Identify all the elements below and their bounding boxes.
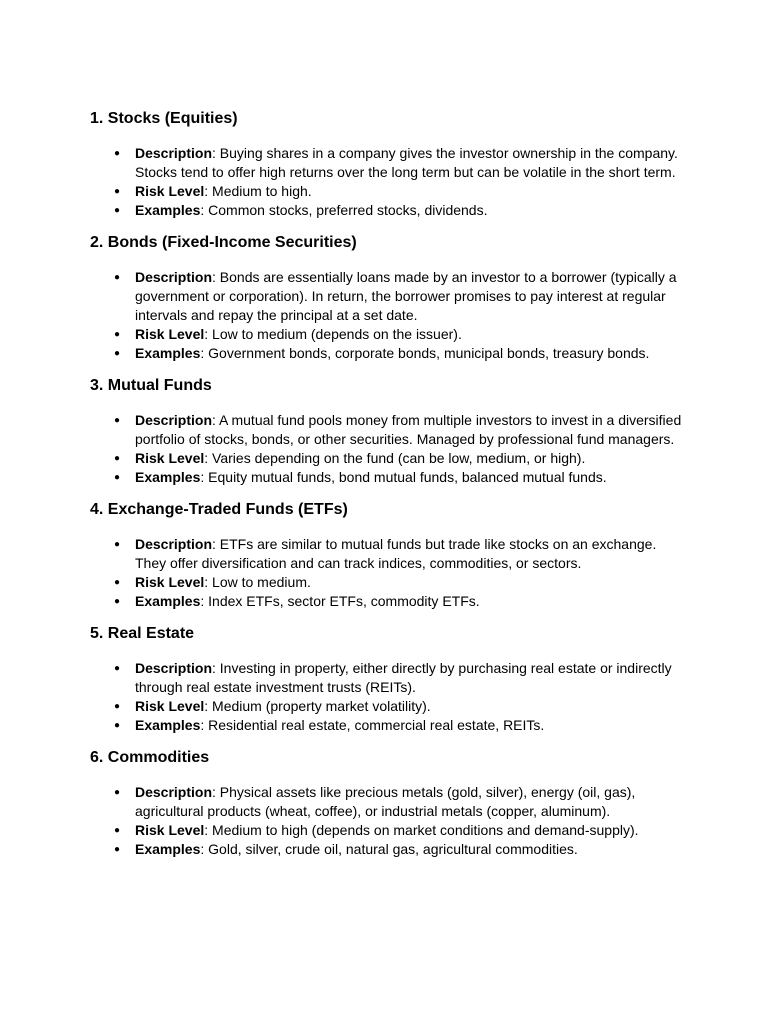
list-item [90,821,690,840]
bullet-icon: ● [114,539,121,550]
section-title: 6. Commodities [90,749,210,766]
item-label: Examples [135,469,201,485]
bullet-icon: ● [114,720,121,731]
list-item [90,716,690,735]
bullet-icon: ● [114,148,121,159]
item-label: Description [135,784,213,800]
item-label: Risk Level [135,698,205,714]
list-item [90,573,690,592]
item-label: Description [135,145,213,161]
item-label: Examples [135,717,201,733]
bullet-icon: ● [114,844,121,855]
item-label: Risk Level [135,326,205,342]
bullet-icon: ● [114,205,121,216]
section-title: 5. Real Estate [90,625,195,642]
item-text: : Government bonds, corporate bonds, municipal bonds, treasury bonds. [200,345,650,361]
item-text: : Equity mutual funds, bond mutual funds, balanced mutual funds. [200,469,607,485]
section-commodities [90,747,690,859]
bullet-icon: ● [114,701,121,712]
list-item [90,592,690,611]
bullet-list [90,783,690,859]
item-label: Examples [135,202,201,218]
item-text: : Buying shares in a company gives the investor ownership in the company. Stocks tend to offer high returns over the long term but can be volatile in the short term. [135,145,678,180]
item-label: Examples [135,841,201,857]
item-text: : ETFs are similar to mutual funds but trade like stocks on an exchange. They offer diversification and can track indices, commodities, or sectors. [135,536,657,571]
section-title: 3. Mutual Funds [90,377,212,394]
bullet-list [90,535,690,611]
bullet-icon: ● [114,787,121,798]
list-item [90,268,690,325]
section-title: 2. Bonds (Fixed-Income Securities) [90,234,357,251]
section-mutual-funds [90,375,690,487]
bullet-icon: ● [114,577,121,588]
list-item [90,325,690,344]
section-bonds [90,232,690,363]
bullet-icon: ● [114,415,121,426]
bullet-icon: ● [114,348,121,359]
section-title: 1. Stocks (Equities) [90,110,238,127]
item-text: : Medium to high. [204,183,312,199]
list-item [90,697,690,716]
item-text: : Low to medium. [204,574,311,590]
item-text: : Bonds are essentially loans made by an investor to a borrower (typically a government or corporation). In return, the borrower promises to pay interest at regular intervals and repay the principal at a set date. [135,269,677,323]
list-item [90,783,690,821]
bullet-icon: ● [114,472,121,483]
item-text: : Low to medium (depends on the issuer). [204,326,462,342]
item-text: : Varies depending on the fund (can be low, medium, or high). [204,450,586,466]
item-text: : Medium to high (depends on market conditions and demand-supply). [204,822,639,838]
bullet-icon: ● [114,825,121,836]
section-stocks [90,108,690,220]
bullet-icon: ● [114,596,121,607]
item-label: Description [135,269,213,285]
bullet-icon: ● [114,329,121,340]
bullet-icon: ● [114,186,121,197]
item-label: Description [135,536,213,552]
item-label: Description [135,412,213,428]
bullet-icon: ● [114,453,121,464]
item-text: : Physical assets like precious metals (gold, silver), energy (oil, gas), agricultural products (wheat, coffee), or industrial metals (copper, aluminum). [135,784,636,819]
bullet-list [90,268,690,363]
list-item [90,344,690,363]
section-real-estate [90,623,690,735]
item-label: Examples [135,593,201,609]
item-label: Risk Level [135,822,205,838]
item-text: : Residential real estate, commercial real estate, REITs. [200,717,545,733]
section-title: 4. Exchange-Traded Funds (ETFs) [90,501,348,518]
item-label: Description [135,660,213,676]
section-etfs [90,499,690,611]
item-text: : Common stocks, preferred stocks, dividends. [200,202,488,218]
bullet-icon: ● [114,272,121,283]
item-text: : Index ETFs, sector ETFs, commodity ETFs. [200,593,480,609]
list-item [90,535,690,573]
list-item [90,201,690,220]
list-item [90,659,690,697]
bullet-list [90,659,690,735]
bullet-list [90,411,690,487]
item-text: : Medium (property market volatility). [204,698,431,714]
item-text: : Gold, silver, crude oil, natural gas, agricultural commodities. [200,841,578,857]
item-label: Risk Level [135,183,205,199]
document-page [90,108,690,871]
list-item [90,144,690,182]
item-label: Examples [135,345,201,361]
list-item [90,449,690,468]
item-text: : A mutual fund pools money from multiple investors to invest in a diversified portfolio of stocks, bonds, or other securities. Managed by professional fund managers. [135,412,682,447]
item-text: : Investing in property, either directly by purchasing real estate or indirectly through real estate investment trusts (REITs). [135,660,672,695]
list-item [90,182,690,201]
bullet-icon: ● [114,663,121,674]
item-label: Risk Level [135,450,205,466]
item-label: Risk Level [135,574,205,590]
list-item [90,411,690,449]
list-item [90,468,690,487]
bullet-list [90,144,690,220]
list-item [90,840,690,859]
